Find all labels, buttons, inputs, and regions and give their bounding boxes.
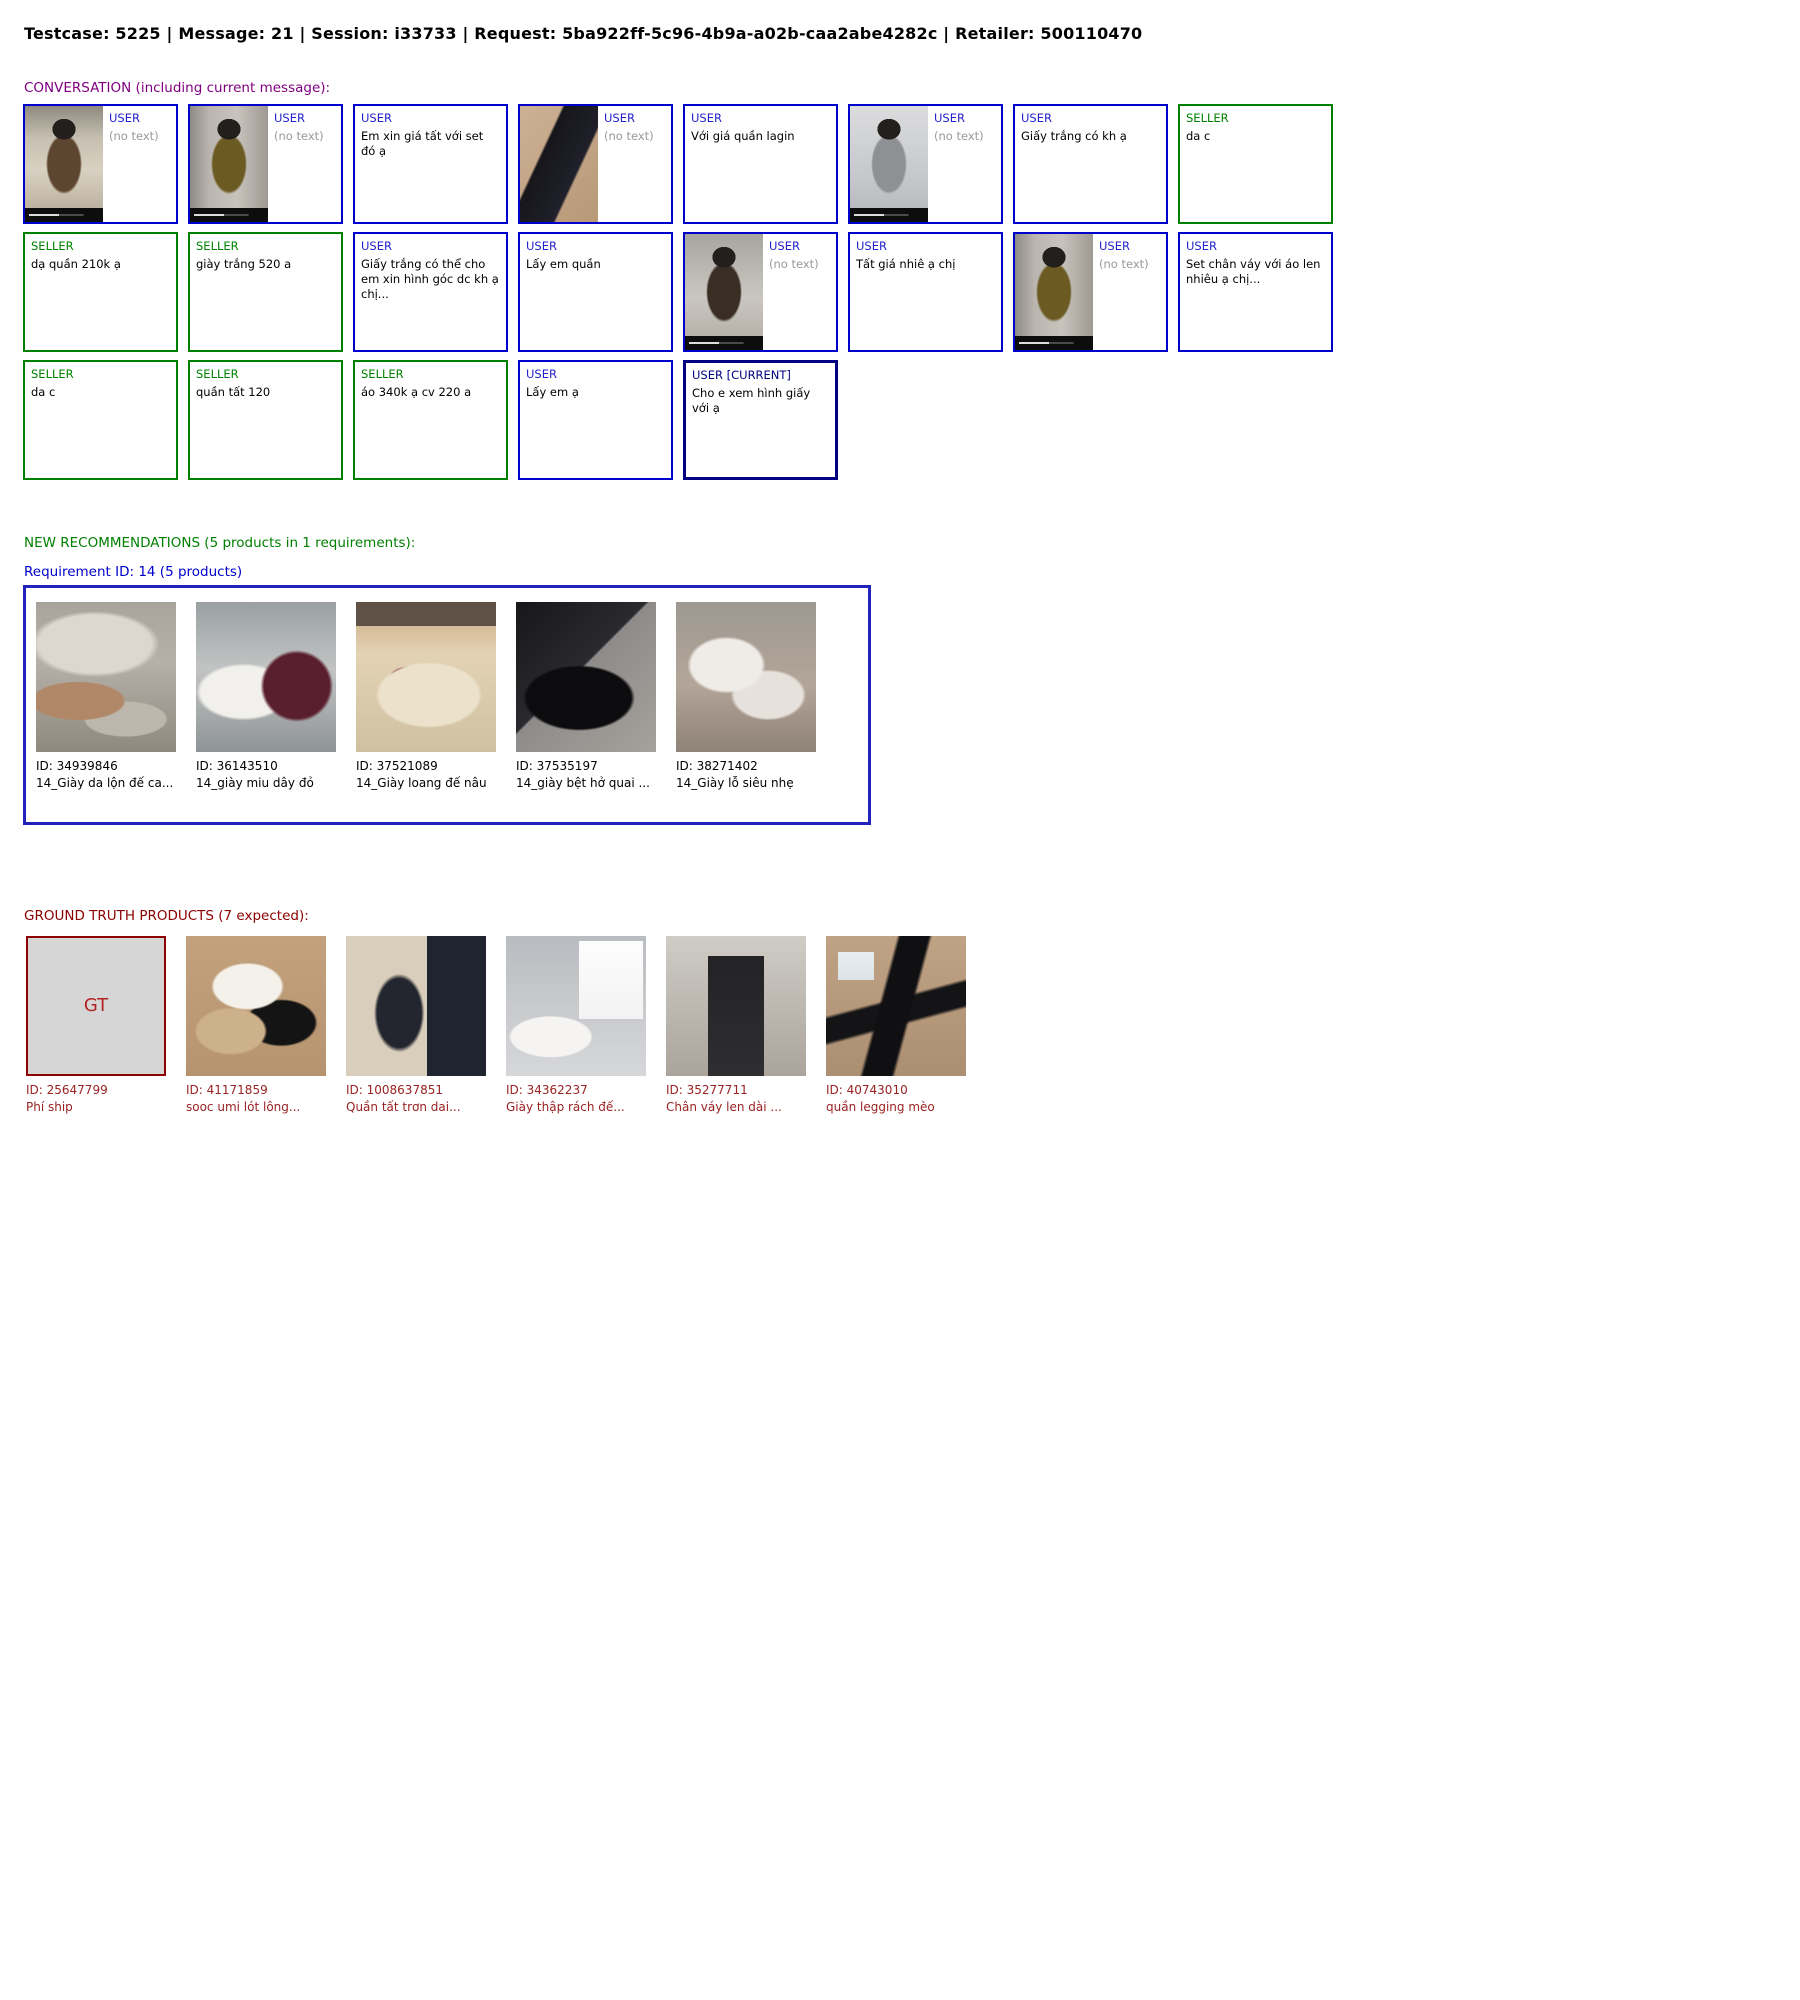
product-name: 14_giày bệt hở quai ... <box>516 776 650 790</box>
product-id: ID: 37535197 <box>516 759 598 773</box>
message-text: Giấy trắng có thể cho em xin hình góc dc kh ạ chị... <box>361 256 499 301</box>
gt-product-card <box>346 936 486 1115</box>
product-photo <box>346 936 486 1076</box>
message-role: USER <box>361 111 392 125</box>
message-role: USER <box>109 111 140 125</box>
product-name: quần legging mèo <box>826 1100 935 1114</box>
conversation-message <box>188 104 343 224</box>
conversation-row <box>23 232 1333 352</box>
message-text: áo 340k ạ cv 220 a <box>361 384 472 399</box>
conversation-header: CONVERSATION (including current message): <box>24 80 331 96</box>
message-photo <box>25 106 103 222</box>
product-photo <box>196 602 336 752</box>
message-role: USER <box>526 239 557 253</box>
product-name: 14_giày miu dây đỏ <box>196 776 314 790</box>
recommendations-container <box>23 585 871 825</box>
message-text: dạ quần 210k ạ <box>31 256 121 271</box>
product-name: 14_Giày da lộn đế ca... <box>36 776 174 790</box>
product-card <box>676 602 816 822</box>
product-id: ID: 34939846 <box>36 759 118 773</box>
product-name: Phí ship <box>26 1100 73 1114</box>
conversation-message <box>1013 104 1168 224</box>
message-role: SELLER <box>1186 111 1229 125</box>
product-name: Chân váy len dài ... <box>666 1100 782 1114</box>
message-role: USER [CURRENT] <box>692 368 791 382</box>
conversation-message <box>1178 232 1333 352</box>
conversation-message <box>518 360 673 480</box>
product-id: ID: 36143510 <box>196 759 278 773</box>
product-id: ID: 1008637851 <box>346 1083 443 1097</box>
message-text: Em xin giá tất với set đó ạ <box>361 128 484 158</box>
message-text: (no text) <box>274 128 324 143</box>
message-role: USER <box>274 111 305 125</box>
message-text: Lấy em ạ <box>526 384 579 399</box>
message-text: Lấy em quần <box>526 256 601 271</box>
message-text: Với giá quần lagin <box>691 128 795 143</box>
product-id: ID: 41171859 <box>186 1083 268 1097</box>
conversation-message <box>683 104 838 224</box>
product-photo <box>186 936 326 1076</box>
message-text: (no text) <box>769 256 819 271</box>
ground-truth-row <box>26 936 966 1115</box>
message-role: USER <box>1021 111 1052 125</box>
conversation-message <box>683 232 838 352</box>
message-text: Giấy trắng có kh ạ <box>1021 128 1127 143</box>
message-role: SELLER <box>31 239 74 253</box>
conversation-message <box>518 232 673 352</box>
product-id: ID: 35277711 <box>666 1083 748 1097</box>
product-photo <box>516 602 656 752</box>
product-id: ID: 34362237 <box>506 1083 588 1097</box>
requirement-header: Requirement ID: 14 (5 products) <box>24 564 243 580</box>
conversation-grid <box>23 104 1333 488</box>
product-photo <box>506 936 646 1076</box>
product-photo <box>676 602 816 752</box>
message-photo <box>520 106 598 222</box>
recommendations-header: NEW RECOMMENDATIONS (5 products in 1 requirements): <box>24 535 416 551</box>
product-name: Quần tất trơn dai... <box>346 1100 461 1114</box>
conversation-message <box>848 232 1003 352</box>
message-text: giày trắng 520 a <box>196 256 292 271</box>
message-role: SELLER <box>196 367 239 381</box>
conversation-message-current <box>683 360 838 480</box>
conversation-message <box>353 104 508 224</box>
gt-product-card <box>506 936 646 1115</box>
message-text: (no text) <box>934 128 984 143</box>
product-id: ID: 25647799 <box>26 1083 108 1097</box>
conversation-message <box>353 360 508 480</box>
conversation-message <box>188 232 343 352</box>
product-name: sooc umi lót lông... <box>186 1100 301 1114</box>
message-photo <box>1015 234 1093 350</box>
conversation-message <box>848 104 1003 224</box>
conversation-message <box>188 360 343 480</box>
conversation-message <box>23 232 178 352</box>
message-text: quần tất 120 <box>196 384 271 399</box>
message-photo <box>685 234 763 350</box>
message-role: USER <box>934 111 965 125</box>
conversation-message <box>23 360 178 480</box>
product-id: ID: 38271402 <box>676 759 758 773</box>
message-text: (no text) <box>1099 256 1149 271</box>
message-role: USER <box>1099 239 1130 253</box>
product-photo <box>666 936 806 1076</box>
conversation-message <box>353 232 508 352</box>
message-role: USER <box>856 239 887 253</box>
message-text: Set chân váy với áo len nhiêu ạ chị... <box>1186 256 1321 286</box>
message-photo <box>850 106 928 222</box>
message-role: USER <box>691 111 722 125</box>
message-text: (no text) <box>604 128 654 143</box>
conversation-row <box>23 360 1333 480</box>
gt-product-card <box>26 936 166 1115</box>
gt-product-card <box>826 936 966 1115</box>
product-photo <box>356 602 496 752</box>
message-text: da c <box>1186 128 1211 143</box>
conversation-message <box>1178 104 1333 224</box>
product-id: ID: 37521089 <box>356 759 438 773</box>
ground-truth-header: GROUND TRUTH PRODUCTS (7 expected): <box>24 908 309 924</box>
product-card <box>356 602 496 822</box>
product-photo <box>36 602 176 752</box>
conversation-message <box>23 104 178 224</box>
page-title: Testcase: 5225 | Message: 21 | Session: i33733 | Request: 5ba922ff-5c96-4b9a-a02b-caa2abe4282c | Retailer: 500110470 <box>24 24 1143 43</box>
product-card <box>196 602 336 822</box>
gt-placeholder: GT <box>26 936 166 1076</box>
product-name: Giày thập rách đế... <box>506 1100 625 1114</box>
conversation-row <box>23 104 1333 224</box>
message-text: da c <box>31 384 56 399</box>
message-role: USER <box>769 239 800 253</box>
product-name: 14_Giày loang đế nâu <box>356 776 487 790</box>
message-role: USER <box>526 367 557 381</box>
product-card <box>516 602 656 822</box>
message-text: Cho e xem hình giấy với ạ <box>692 385 811 415</box>
message-role: USER <box>604 111 635 125</box>
message-role: SELLER <box>31 367 74 381</box>
product-id: ID: 40743010 <box>826 1083 908 1097</box>
message-text: Tất giá nhiê ạ chị <box>856 256 956 271</box>
message-role: SELLER <box>361 367 404 381</box>
gt-product-card <box>186 936 326 1115</box>
message-text: (no text) <box>109 128 159 143</box>
message-role: USER <box>1186 239 1217 253</box>
conversation-message <box>1013 232 1168 352</box>
product-photo <box>826 936 966 1076</box>
product-name: 14_Giày lỗ siêu nhẹ <box>676 776 794 790</box>
product-card <box>36 602 176 822</box>
conversation-message <box>518 104 673 224</box>
message-role: SELLER <box>196 239 239 253</box>
message-role: USER <box>361 239 392 253</box>
message-photo <box>190 106 268 222</box>
gt-product-card <box>666 936 806 1115</box>
